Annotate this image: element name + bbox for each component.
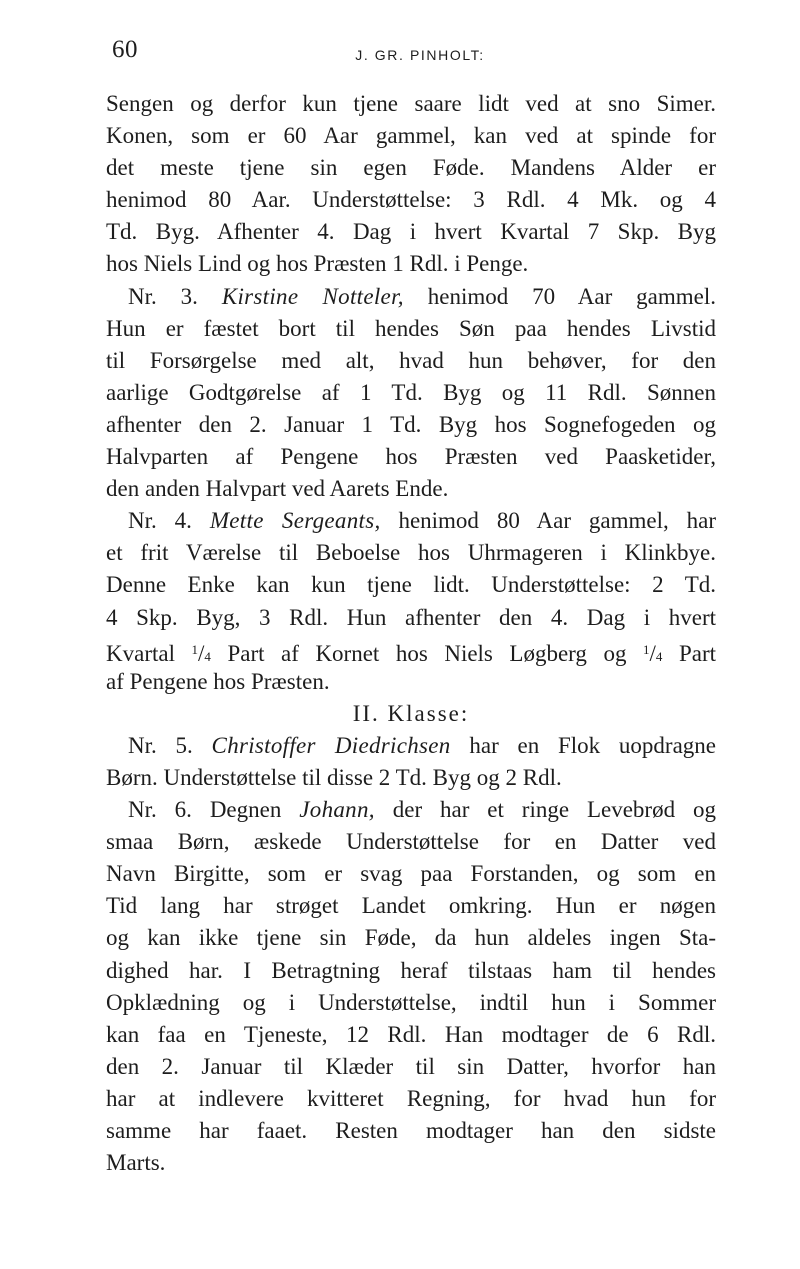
- text-line: Opklædning og i Understøttelse, indtil hun i Sommer: [106, 989, 716, 1015]
- entry-prefix: Nr. 6. Degnen: [128, 797, 300, 823]
- text-line: Sengen og derfor kun tjene saare lidt ved at sno Simer.: [106, 91, 716, 116]
- text-line: af Pengene hos Præsten.: [106, 668, 330, 694]
- fraction-denominator: 4: [655, 648, 663, 664]
- fraction-numerator: 1: [643, 641, 650, 657]
- text-line: til Forsørgelse med alt, hvad hun behøver, for den: [106, 347, 716, 373]
- text-line: henimod 80 Aar. Understøttelse: 3 Rdl. 4 Mk. og 4: [106, 187, 716, 213]
- text-line: smaa Børn, æskede Understøttelse for en Datter ved: [106, 829, 716, 855]
- entry-prefix: Nr. 5.: [128, 732, 212, 758]
- text-line: har at indlevere kvitteret Regning, for hvad hun for: [106, 1085, 716, 1111]
- text-line: Denne Enke kan kun tjene lidt. Understøttelse: 2 Td.: [106, 572, 716, 598]
- entry-nr-4: [106, 505, 716, 537]
- text-line: Konen, som er 60 Aar gammel, kan ved at spinde for: [106, 123, 716, 149]
- person-name: Mette Sergeants,: [209, 508, 381, 534]
- body-text: [106, 88, 716, 1179]
- person-name: Christoffer Diedrichsen: [211, 732, 451, 758]
- person-name: Kirstine Notteler,: [221, 283, 404, 309]
- text-line: aarlige Godtgørelse af 1 Td. Byg og 11 Rdl. Sønnen: [106, 379, 716, 405]
- entry-text: henimod 80 Aar gammel, har: [380, 508, 717, 534]
- text-line: samme har faaet. Resten modtager han den sidste: [106, 1118, 716, 1143]
- text-line: Halvparten af Pengene hos Præsten ved Paasketider,: [106, 444, 716, 470]
- text-line: den 2. Januar til Klæder til sin Datter, hvorfor han: [106, 1053, 716, 1079]
- entry-text: har en Flok uopdragne: [450, 732, 716, 758]
- text-line: kan faa en Tjeneste, 12 Rdl. Han modtager de 6 Rdl.: [106, 1021, 716, 1047]
- text-line: et frit Værelse til Beboelse hos Uhrmageren i Klinkbye.: [106, 540, 716, 566]
- entry-prefix: Nr. 4.: [128, 508, 210, 534]
- text-line: 4 Skp. Byg, 3 Rdl. Hun afhenter den 4. Dag i hvert: [106, 604, 716, 630]
- text-line: og kan ikke tjene sin Føde, da hun aldeles ingen Sta-: [106, 925, 716, 951]
- text-line: hos Niels Lind og hos Præsten 1 Rdl. i Penge.: [106, 251, 529, 277]
- fraction-text: Part: [662, 640, 716, 666]
- fraction-numerator: 1: [191, 641, 199, 657]
- entry-nr-6: [106, 794, 716, 826]
- text-line: det meste tjene sin egen Føde. Mandens Alder er: [106, 155, 716, 181]
- entry-text: henimod 70 Aar gammel.: [403, 283, 716, 309]
- entry-prefix: Nr. 3.: [128, 283, 222, 309]
- text-line: den anden Halvpart ved Aarets Ende.: [106, 476, 449, 502]
- text-line: Navn Birgitte, som er svag paa Forstanden, og som en: [106, 861, 716, 887]
- text-line: Børn. Understøttelse til disse 2 Td. Byg og 2 Rdl.: [106, 764, 562, 790]
- entry-nr-3: [106, 281, 716, 313]
- text-line: Marts.: [106, 1150, 166, 1176]
- page-number: 60: [112, 36, 138, 63]
- entry-text: der har et ringe Levebrød og: [374, 797, 717, 823]
- text-line: Td. Byg. Afhenter 4. Dag i hvert Kvartal 7 Skp. Byg: [106, 219, 716, 245]
- text-line: afhenter den 2. Januar 1 Td. Byg hos Sognefogeden og: [106, 411, 716, 437]
- fraction-denominator: 4: [204, 648, 211, 664]
- fraction-text: Part af Kornet hos Niels Løgberg og: [210, 640, 644, 666]
- entry-nr-5: [106, 730, 716, 762]
- running-head: J. GR. PINHOLT:: [355, 47, 485, 63]
- text-line: Hun er fæstet bort til hendes Søn paa hendes Livstid: [106, 315, 716, 341]
- section-heading: II. Klasse:: [352, 700, 470, 726]
- fraction-text: Kvartal: [106, 640, 192, 666]
- text-line: dighed har. I Betragtning heraf tilstaas ham til hendes: [106, 957, 716, 983]
- person-name: Johann,: [299, 797, 375, 823]
- text-line: Tid lang har strøget Landet omkring. Hun er nøgen: [106, 893, 716, 919]
- text-line-fraction: Kvartal $^1$/4 Part af Kornet hos Niels Løgberg og $^1$/4 Part: [106, 640, 716, 666]
